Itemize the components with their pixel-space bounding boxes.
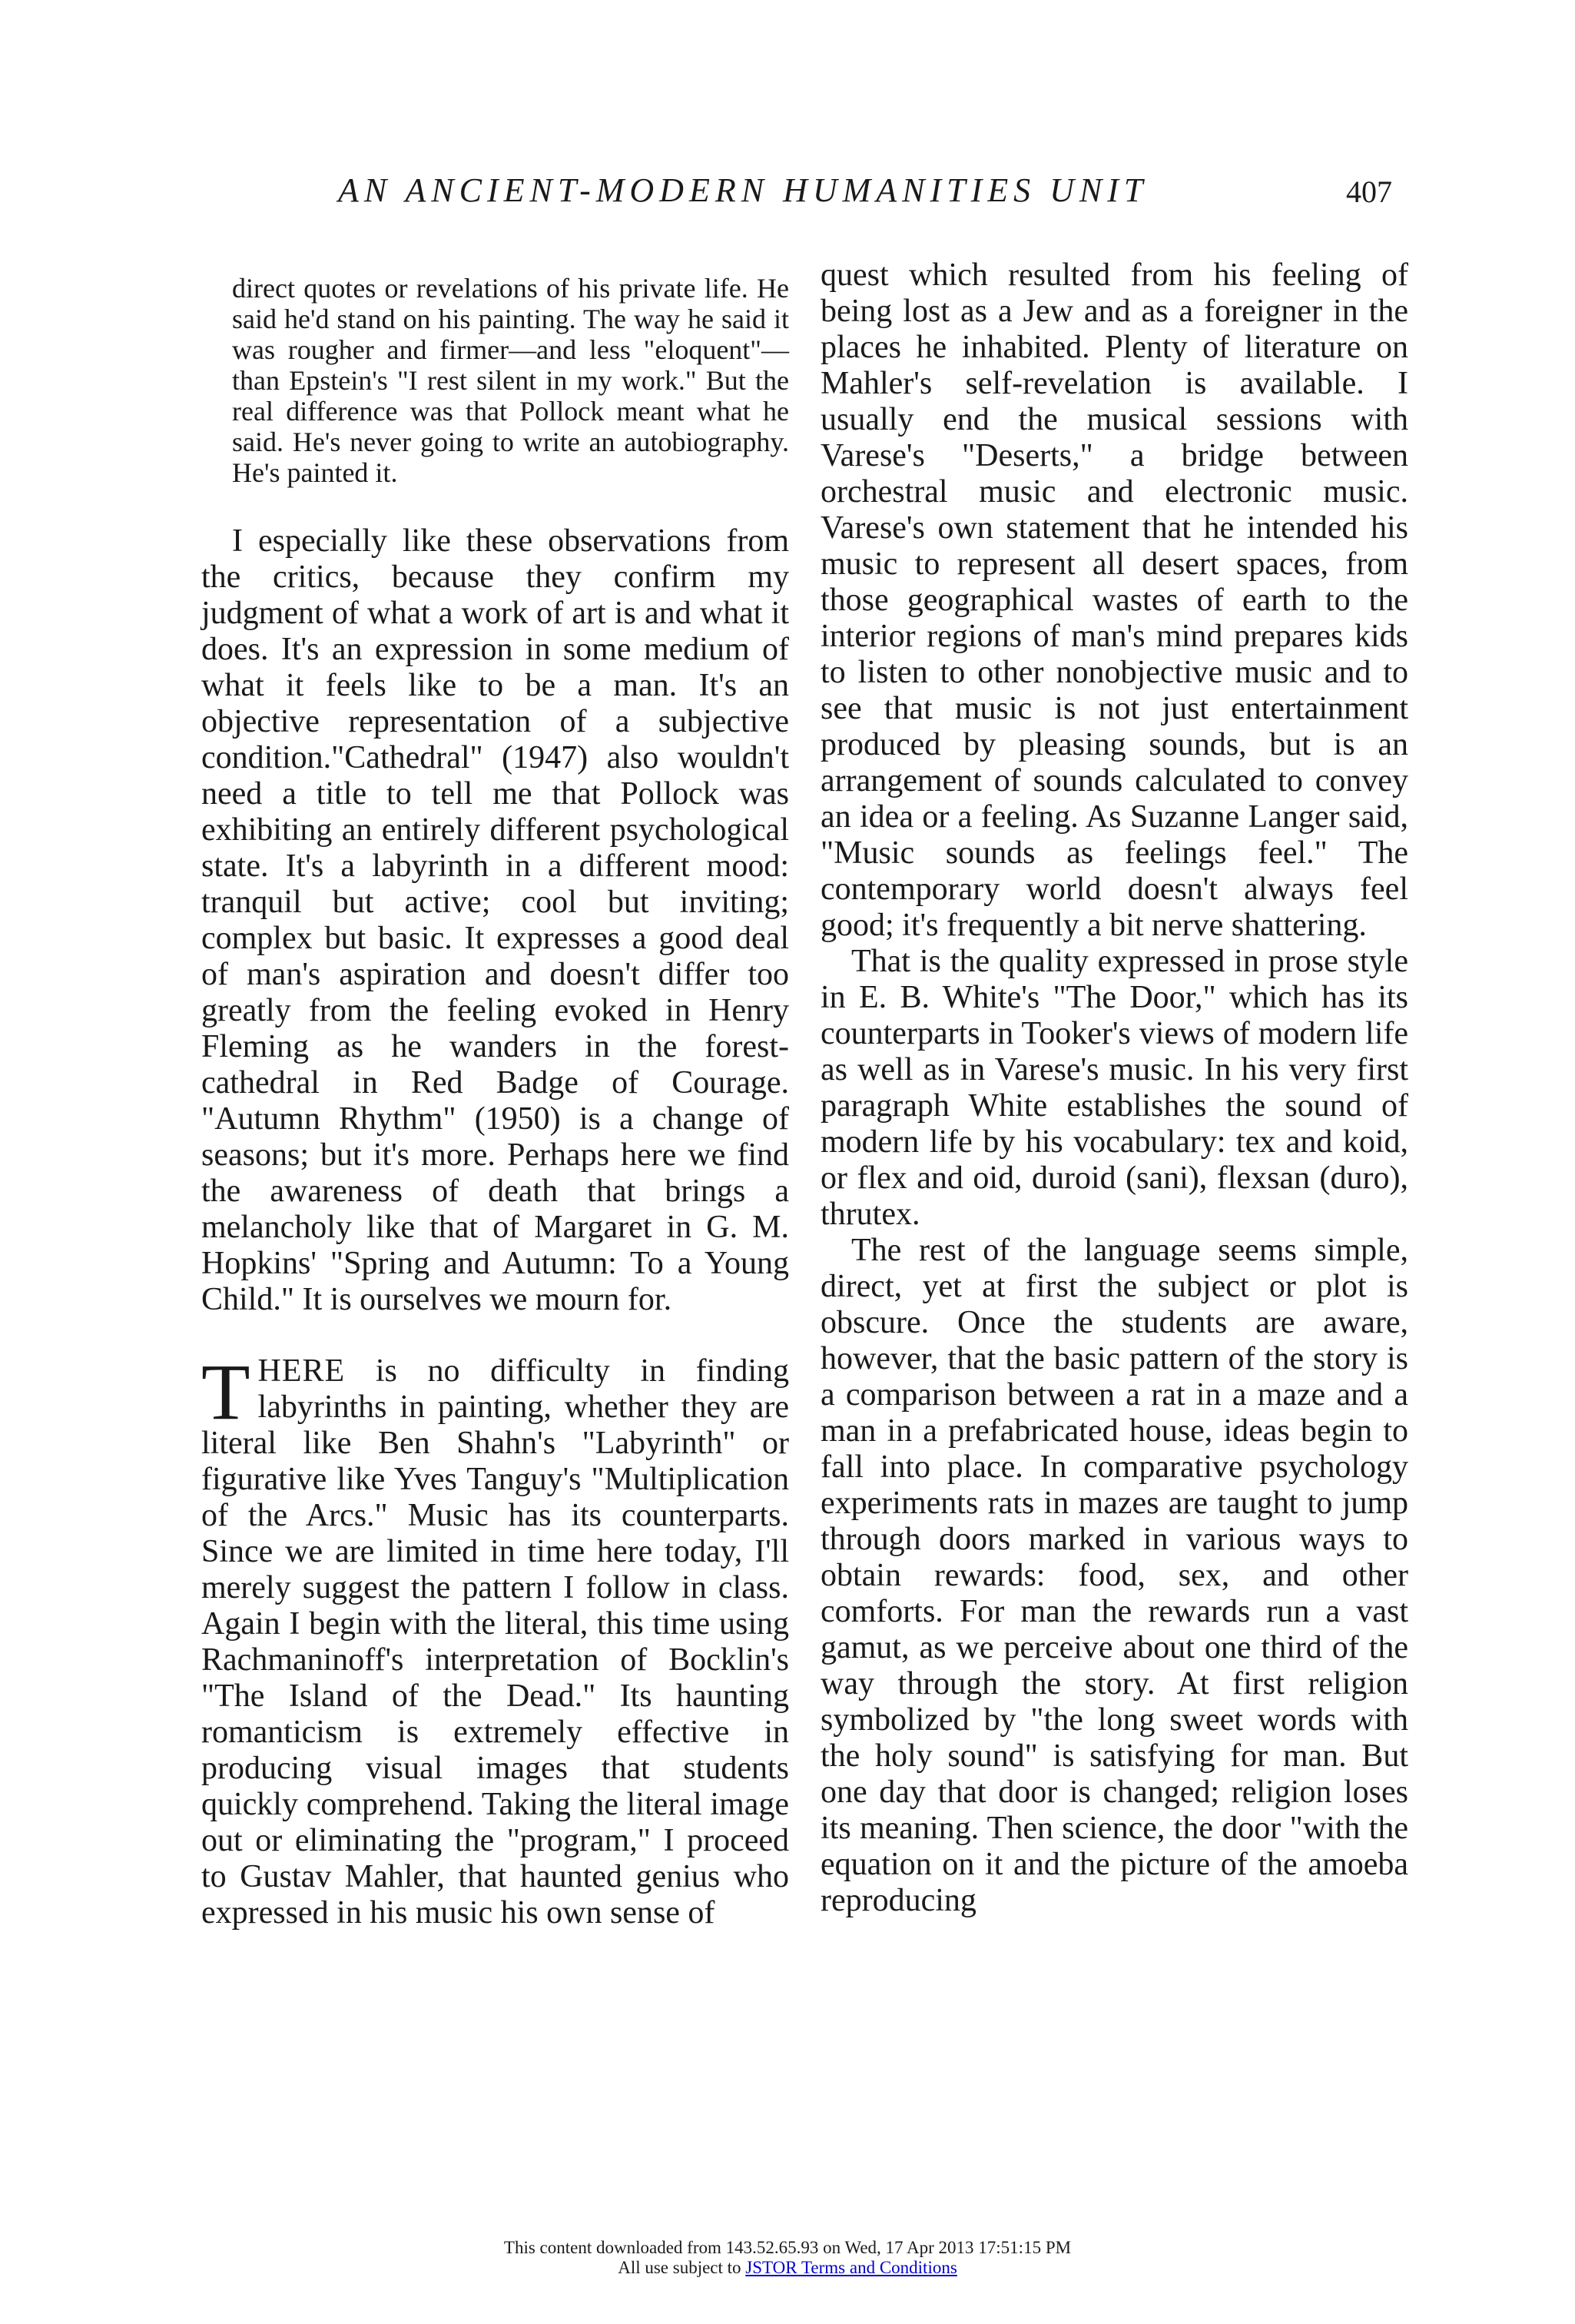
right-column [821,257,1408,1919]
terms-link[interactable]: JSTOR Terms and Conditions [745,2258,957,2277]
left-paragraph-1: I especially like these observations from the critics, because they confirm my judgment of what a work of art is and what it does. It's an expression in some medium of what it feels like to be a man. It's an objective representation of a subjective condition."Cathedral" (1947) also wouldn't need a title to tell me that Pollock was exhibiting an entirely different psychological state. It's a labyrinth in a different mood: tranquil but active; cool but inviting; complex but basic. It expresses a good deal of man's aspiration and doesn't differ too greatly from the feeling evoked in Henry Fleming as he wanders in the forest-cathedral in Red Badge of Courage. "Autumn Rhythm" (1950) is a change of seasons; but it's more. Perhaps here we find the awareness of death that brings a melancholy like that of Margaret in G. M. Hopkins' "Spring and Autumn: To a Young Child." It is ourselves we mourn for. [201,523,789,1317]
right-paragraph-1: quest which resulted from his feeling of being lost as a Jew and as a foreigner in the places he inhabited. Plenty of literature on Mahler's self-revelation is available. I usually end the musical sessions with Varese's "Deserts," a bridge between orchestral music and electronic music. Varese's own statement that he intended his music to represent all desert spaces, from those geographical wastes of earth to the interior regions of man's mind prepares kids to listen to other nonobjective music and to see that music is not just entertainment produced by pleasing sounds, but is an arrangement of sounds calculated to convey an idea or a feeling. As Suzanne Langer said, "Music sounds as feelings feel." The contemporary world doesn't always feel good; it's frequently a bit nerve shattering. [821,257,1408,943]
download-footer [0,2238,1575,2278]
terms-prefix: All use subject to [618,2258,741,2277]
left-column [201,257,789,1931]
left-paragraph-2 [201,1348,789,1931]
left-paragraph-2-text: is no difficulty in finding labyrinths in painting, whether they are literal like Ben Shahn's "Labyrinth" or figurative like Yves Tanguy's "Multiplication of the Arcs." Music has its counterparts. Since we are limited in time here today, I'll merely suggest the pattern I follow in class. Again I begin with the literal, this time using Rachmaninoff's interpretation of Bocklin's "The Island of the Dead." Its haunting romanticism is extremely effective in producing visual images that students quickly comprehend. Taking the literal image out or eliminating the "program," I proceed to Gustav Mahler, that haunted genius who expressed in his music his own sense of [201,1353,789,1931]
terms-line [0,2258,1575,2278]
right-paragraph-2: That is the quality expressed in prose style in E. B. White's "The Door," which has its counterparts in Tooker's views of modern life as well as in Varese's music. In his very first paragraph White establishes the sound of modern life by his vocabulary: tex and koid, or flex and oid, duroid (sani), flexsan (duro), thrutex. [821,944,1408,1232]
download-notice: This content downloaded from 143.52.65.93 on Wed, 17 Apr 2013 17:51:15 PM [503,2238,1072,2257]
running-title: AN ANCIENT-MODERN HUMANITIES UNIT [338,171,1149,209]
right-paragraph-3: The rest of the language seems simple, direct, yet at first the subject or plot is obscure. Once the students are aware, however, that the basic pattern of the story is a comparison between a rat in a maze and a man in a prefabricated house, ideas begin to fall into place. In comparative psychology experiments rats in mazes are taught to jump through doors marked in various ways to obtain rewards: food, sex, and other comforts. For man the rewards run a vast gamut, as we perceive about one third of the way through the story. At first religion symbolized by "the long sweet words with the holy sound" is satisfying for man. But one day that door is changed; religion loses its meaning. Then science, the door "with the equation on it and the picture of the amoeba reproducing [821,1233,1408,1918]
caps-word: HERE [257,1353,346,1389]
block-quote: direct quotes or revelations of his private life. He said he'd stand on his painting. The way he said it was rougher and firmer—and less "eloquent"—than Epstein's "I rest silent in my work." But the real difference was that Pollock meant what he said. He's never going to write an autobiography. He's painted it. [232,273,789,488]
drop-cap: T [201,1348,250,1436]
page-number: 407 [1346,174,1392,209]
